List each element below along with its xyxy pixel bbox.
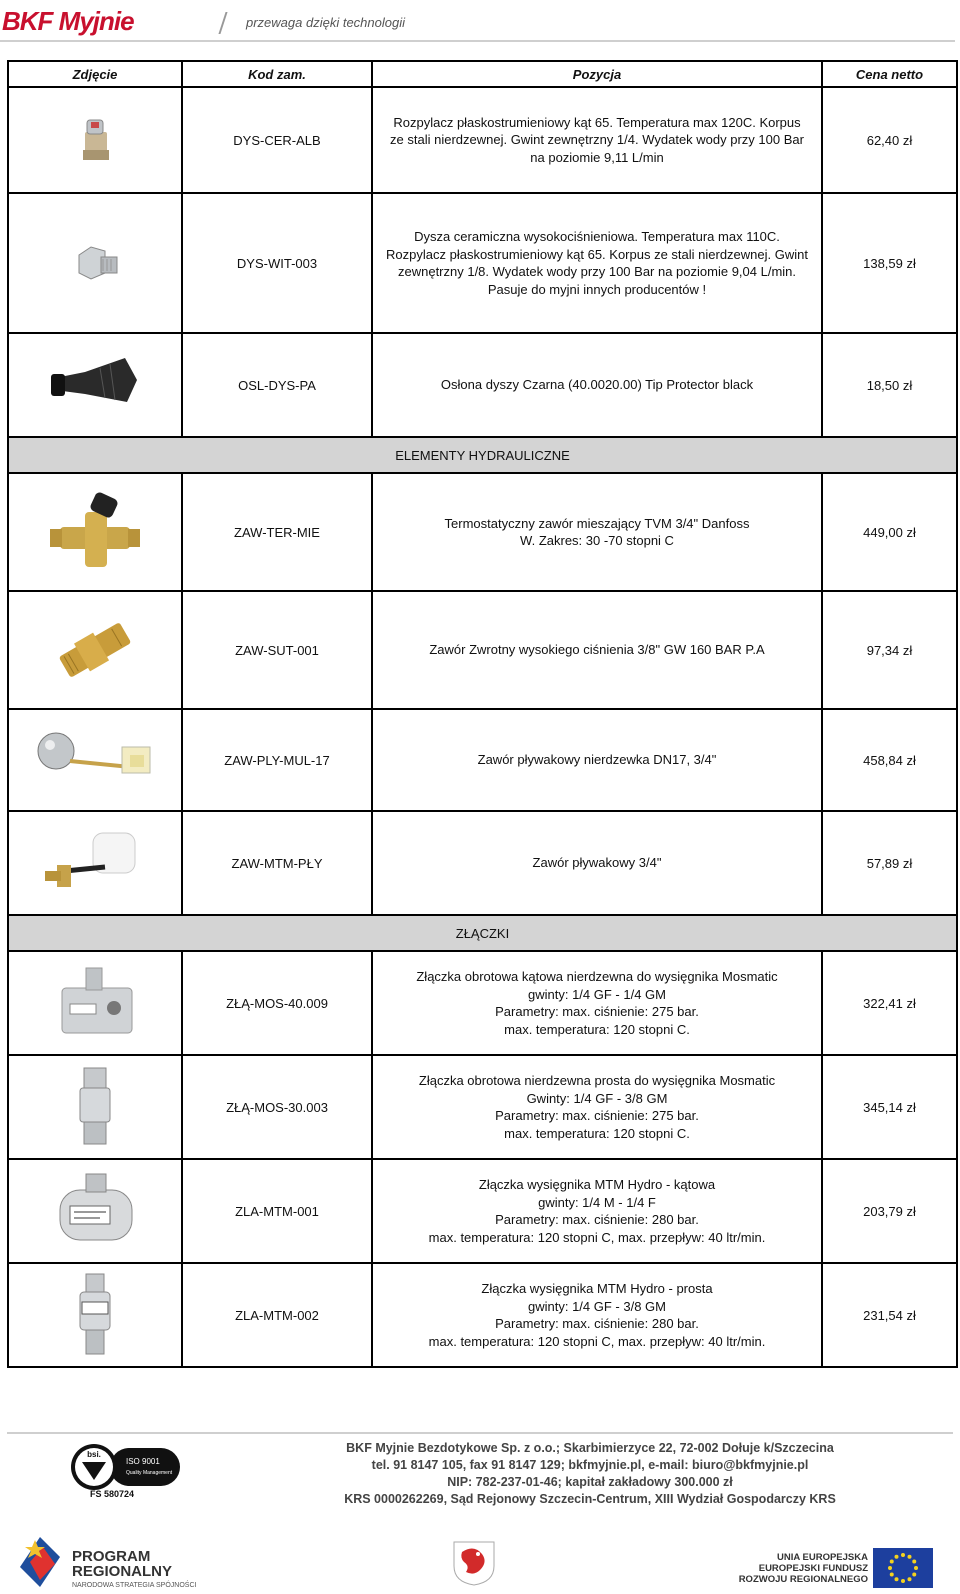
table-row (8, 951, 957, 1055)
section-title: ELEMENTY HYDRAULICZNE (8, 437, 957, 473)
program-line: PROGRAM (72, 1548, 151, 1565)
product-price: 449,00 zł (822, 473, 957, 591)
product-description (372, 473, 822, 591)
page-header (0, 0, 960, 44)
eu-star (912, 1573, 916, 1577)
product-table (7, 60, 958, 1368)
description-line: Dysza ceramiczna wysokociśnieniowa. Temperatura max 110C. (414, 229, 780, 244)
table-row (8, 193, 957, 333)
product-description (372, 1055, 822, 1159)
company-info (330, 1440, 850, 1508)
description-line: W. Zakres: 30 -70 stopni C (520, 533, 674, 548)
description-line: Złączka wysięgnika MTM Hydro - kątowa (478, 1177, 716, 1192)
eu-star (901, 1579, 905, 1583)
product-code: ZAW-MTM-PŁY (182, 811, 372, 915)
program-regionalny-logo (15, 1532, 70, 1592)
product-code: ZAW-SUT-001 (182, 591, 372, 709)
product-photo (8, 193, 182, 333)
eu-star (895, 1577, 899, 1581)
company-line: NIP: 782-237-01-46; kapitał zakładowy 300.000 zł (447, 1475, 733, 1489)
product-price: 322,41 zł (822, 951, 957, 1055)
product-description (372, 87, 822, 193)
eu-text (725, 1552, 868, 1585)
product-code: ZLA-MTM-001 (182, 1159, 372, 1263)
description-line: Pasuje do myjni innych producentów ! (487, 281, 707, 297)
table-row (8, 333, 957, 437)
eu-star (895, 1555, 899, 1559)
product-price: 231,54 zł (822, 1263, 957, 1367)
description-line: Rozpylacz płaskostrumieniowy kąt 65. Korpus ze stali nierdzewnej. Gwint (386, 246, 808, 262)
product-description (372, 951, 822, 1055)
eu-star (888, 1566, 892, 1570)
product-photo (8, 1055, 182, 1159)
description-line: gwinty: 1/4 GF - 1/4 GM (528, 986, 666, 1002)
bsi-iso-logo (70, 1442, 182, 1492)
company-line: KRS 0000262269, Sąd Rejonowy Szczecin-Centrum, XIII Wydział Gospodarczy KRS (344, 1492, 836, 1506)
table-header-row (8, 61, 957, 87)
product-price: 458,84 zł (822, 709, 957, 811)
company-line: BKF Myjnie Bezdotykowe Sp. z o.o.; Skarbimierzyce 22, 72-002 Dołuje k/Szczecina (346, 1441, 834, 1455)
description-line: max. temperatura: 120 stopni C. (504, 1021, 690, 1037)
product-code: ZŁĄ-MOS-40.009 (182, 951, 372, 1055)
product-code: ZLA-MTM-002 (182, 1263, 372, 1367)
section-header-row (8, 437, 957, 473)
product-description (372, 1159, 822, 1263)
description-line: Zawór pływakowy 3/4" (532, 855, 662, 871)
table-row (8, 591, 957, 709)
product-price: 62,40 zł (822, 87, 957, 193)
product-description (372, 1263, 822, 1367)
description-line: Zawór pływakowy nierdzewka DN17, 3/4" (477, 752, 717, 768)
header-photo: Zdjęcie (8, 61, 182, 87)
product-photo (8, 333, 182, 437)
eu-star (890, 1573, 894, 1577)
tip-protector-icon (9, 350, 181, 420)
description-line: max. temperatura: 120 stopni C. (504, 1125, 690, 1141)
bsi-label: bsi. (87, 1450, 101, 1459)
description-line: Złączka wysięgnika MTM Hydro - prosta (481, 1281, 713, 1296)
swivel-angle-icon (9, 958, 181, 1048)
eu-star (914, 1566, 918, 1570)
product-price: 57,89 zł (822, 811, 957, 915)
product-price: 138,59 zł (822, 193, 957, 333)
product-code: OSL-DYS-PA (182, 333, 372, 437)
product-photo (8, 87, 182, 193)
description-line: Złączka obrotowa nierdzewna prosta do wysięgnika Mosmatic (418, 1073, 776, 1088)
header-code: Kod zam. (182, 61, 372, 87)
company-line: tel. 91 8147 105, fax 91 8147 129; bkfmyjnie.pl, e-mail: biuro@bkfmyjnie.pl (371, 1458, 809, 1472)
description-line: gwinty: 1/4 GF - 3/8 GM (528, 1298, 666, 1314)
description-line: na poziomie 9,11 L/min (530, 149, 664, 165)
table-row (8, 87, 957, 193)
product-code: DYS-WIT-003 (182, 193, 372, 333)
thermostatic-valve-icon (9, 487, 181, 577)
eu-star (901, 1553, 905, 1557)
float-valve-steel-icon (9, 725, 181, 795)
product-price: 18,50 zł (822, 333, 957, 437)
description-line: max. temperatura: 120 stopni C, max. przepływ: 40 ltr/min. (428, 1229, 766, 1245)
description-line: Parametry: max. ciśnienie: 280 bar. (495, 1212, 699, 1227)
section-title: ZŁĄCZKI (8, 915, 957, 951)
check-valve-icon (9, 610, 181, 690)
header-divider (0, 40, 955, 42)
eu-line: UNIA EUROPEJSKA (777, 1552, 868, 1563)
product-price: 203,79 zł (822, 1159, 957, 1263)
product-photo (8, 811, 182, 915)
zachodniopomorskie-crest-icon (452, 1540, 496, 1586)
description-line: Złączka obrotowa kątowa nierdzewna do wysięgnika Mosmatic (416, 969, 778, 984)
table-row (8, 473, 957, 591)
description-line: Rozpylacz płaskostrumieniowy kąt 65. Temperatura max 120C. Korpus (393, 114, 801, 130)
description-line: Parametry: max. ciśnienie: 275 bar. (495, 1004, 699, 1019)
product-photo (8, 473, 182, 591)
eu-star (890, 1560, 894, 1564)
product-photo (8, 1263, 182, 1367)
footer-divider (7, 1432, 953, 1434)
eu-star (908, 1577, 912, 1581)
product-description (372, 333, 822, 437)
product-description (372, 709, 822, 811)
product-description (372, 193, 822, 333)
fs-code: FS 580724 (90, 1489, 135, 1499)
eu-star (908, 1555, 912, 1559)
table-row (8, 1055, 957, 1159)
swivel-straight-icon (9, 1062, 181, 1152)
eu-line: EUROPEJSKI FUNDUSZ (758, 1563, 868, 1574)
description-line: gwinty: 1/4 M - 1/4 F (538, 1194, 656, 1210)
description-line: max. temperatura: 120 stopni C, max. przepływ: 40 ltr/min. (428, 1333, 766, 1349)
product-photo (8, 709, 182, 811)
product-code: ZAW-TER-MIE (182, 473, 372, 591)
mtm-swivel-angle-icon (9, 1166, 181, 1256)
section-header-row (8, 915, 957, 951)
product-photo (8, 1159, 182, 1263)
description-line: Parametry: max. ciśnienie: 280 bar. (495, 1316, 699, 1331)
program-line: REGIONALNY (72, 1563, 173, 1580)
table-row (8, 1263, 957, 1367)
product-price: 345,14 zł (822, 1055, 957, 1159)
float-valve-icon (9, 823, 181, 903)
table-row (8, 709, 957, 811)
nozzle-steel-icon (9, 233, 181, 293)
header-price: Cena netto (822, 61, 957, 87)
iso-sub: Quality Management (126, 1470, 173, 1476)
product-photo (8, 951, 182, 1055)
program-text (72, 1549, 172, 1579)
description-line: Gwinty: 1/4 GF - 3/8 GM (526, 1090, 668, 1106)
tagline: przewaga dzięki technologii (246, 15, 405, 30)
iso-label: ISO 9001 (126, 1457, 160, 1466)
product-description (372, 811, 822, 915)
header-position: Pozycja (372, 61, 822, 87)
product-description (372, 591, 822, 709)
description-line: Osłona dyszy Czarna (40.0020.00) Tip Protector black (440, 377, 754, 393)
description-line: Zawór Zwrotny wysokiego ciśnienia 3/8" GW 160 BAR P.A (429, 642, 765, 658)
mtm-swivel-straight-icon (9, 1270, 181, 1360)
nozzle-ceramic-icon (9, 110, 181, 170)
eu-line: ROZWOJU REGIONALNEGO (738, 1574, 868, 1585)
product-price: 97,34 zł (822, 591, 957, 709)
program-sub: NARODOWA STRATEGIA SPÓJNOŚCI (72, 1582, 197, 1589)
table-row (8, 811, 957, 915)
description-line: Parametry: max. ciśnienie: 275 bar. (495, 1108, 699, 1123)
description-line: ze stali nierdzewnej. Gwint zewnętrzny 1/4. Wydatek wody przy 100 Bar (390, 132, 804, 148)
logo-separator (218, 12, 227, 34)
product-code: ZŁĄ-MOS-30.003 (182, 1055, 372, 1159)
product-code: ZAW-PLY-MUL-17 (182, 709, 372, 811)
eu-star (912, 1560, 916, 1564)
description-line: Termostatyczny zawór mieszający TVM 3/4" Danfoss (444, 515, 750, 531)
product-code: DYS-CER-ALB (182, 87, 372, 193)
eu-flag-icon (873, 1548, 933, 1588)
description-line: zewnętrzny 1/8. Wydatek wody przy 100 Bar na poziomie 9,04 L/min. (397, 264, 797, 279)
table-row (8, 1159, 957, 1263)
bkf-logo: BKF Myjnie (2, 6, 134, 36)
product-photo (8, 591, 182, 709)
